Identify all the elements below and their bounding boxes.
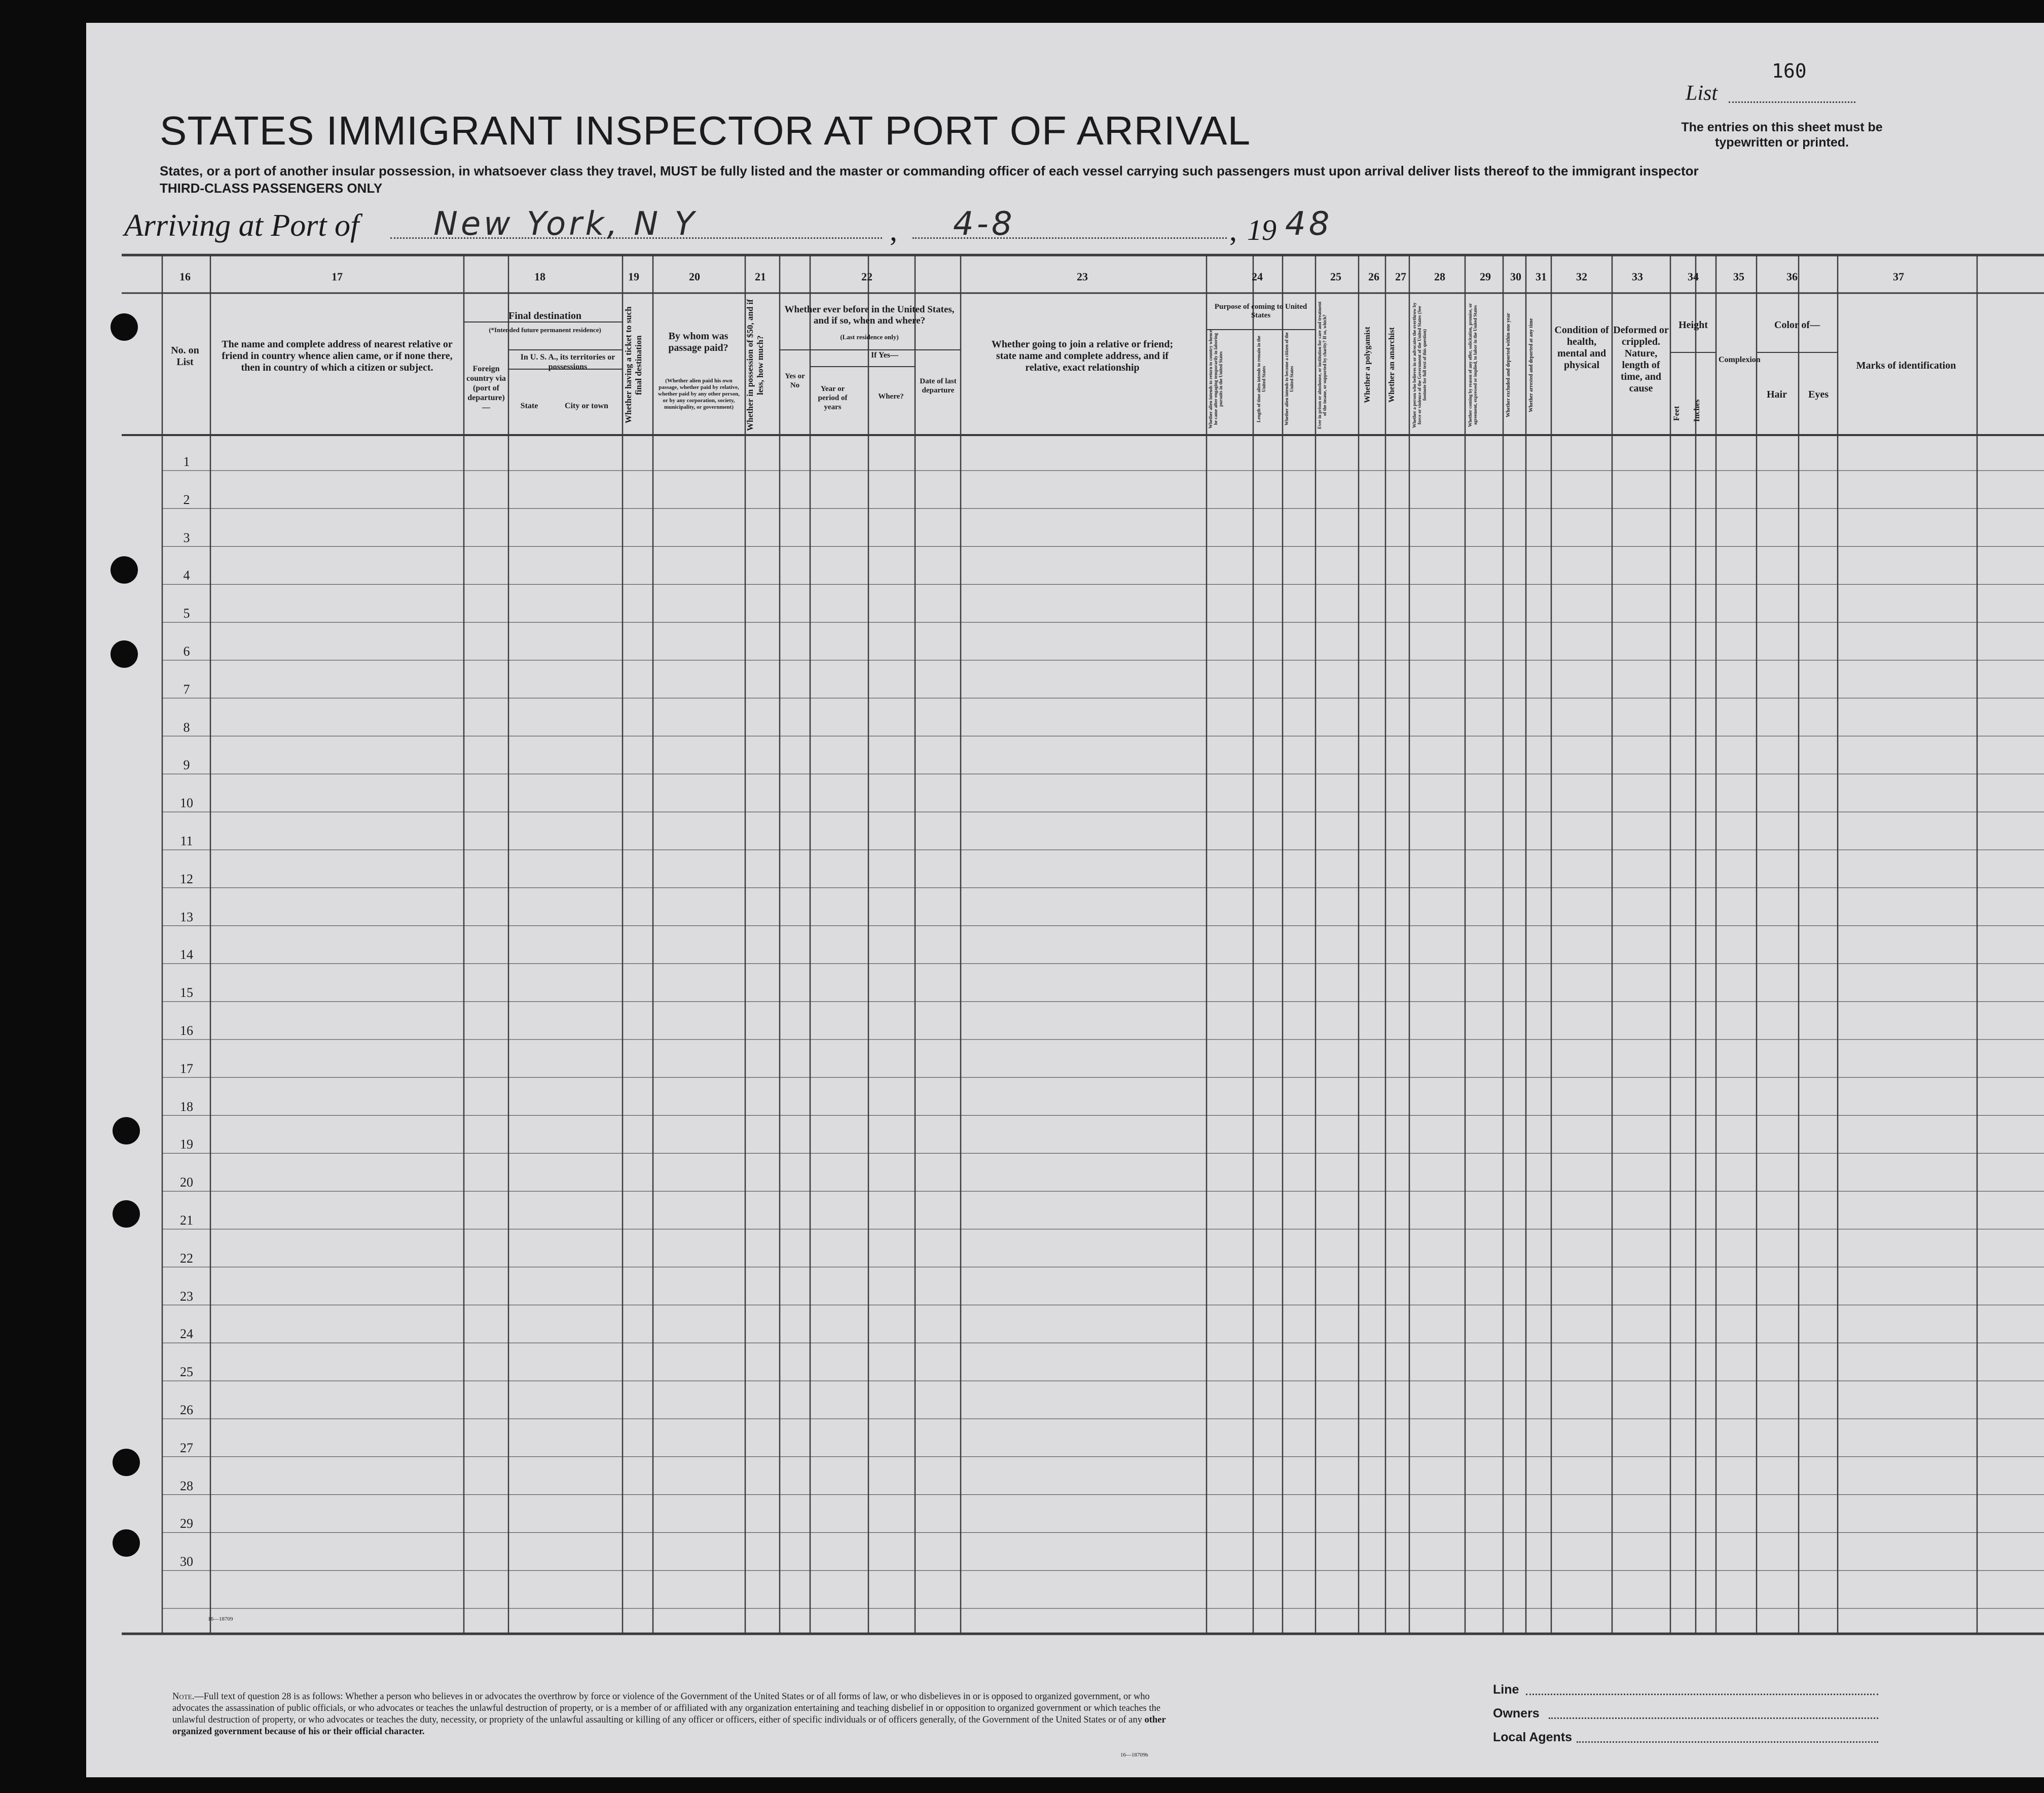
owners-label: Owners (1493, 1706, 1540, 1720)
col-num: 18 (534, 270, 545, 283)
header-citizen-intent: Whether alien intends to become a citizen of the United States (1284, 332, 1294, 426)
header-city: City or town (565, 402, 608, 410)
row-number: 4 (183, 568, 190, 583)
row-number: 19 (180, 1137, 193, 1152)
row-number: 23 (180, 1288, 193, 1304)
row-number: 30 (180, 1554, 193, 1569)
header-passage-note: (Whether alien paid his own passage, whether paid by relative, whether paid by any other person, or by any corporation, society, municipality, or government) (658, 378, 740, 410)
header-purpose: Purpose of coming to United States (1214, 303, 1307, 319)
col-num: 25 (1330, 270, 1341, 283)
col-num: 29 (1480, 270, 1491, 283)
col-num: 32 (1576, 270, 1587, 283)
header-final-destination-note: (*Intended future permanent residence) (489, 326, 601, 334)
header-last-residence: (Last residence only) (840, 333, 899, 341)
col-num: 33 (1632, 270, 1643, 283)
line-field (1526, 1694, 1878, 1695)
header-if-yes: If Yes— (870, 351, 899, 360)
local-agents-field (1577, 1741, 1878, 1743)
line-label: Line (1493, 1682, 1519, 1697)
col-num: 34 (1688, 270, 1699, 283)
row-number: 25 (180, 1365, 193, 1380)
comma: , (1229, 213, 1237, 247)
col-num: 23 (1077, 270, 1088, 283)
passenger-class: THIRD-CLASS PASSENGERS ONLY (160, 181, 383, 196)
header-state: State (520, 402, 538, 410)
header-passage-paid: By whom was passage paid? (668, 331, 728, 353)
row-number: 28 (180, 1478, 193, 1493)
header-eyes: Eyes (1808, 389, 1829, 400)
header-arrested: Whether arrested and deported at any time (1528, 318, 1534, 412)
col-num: 30 (1510, 270, 1521, 283)
owners-field (1549, 1717, 1878, 1719)
row-number: 26 (180, 1403, 193, 1417)
header-feet: Feet (1672, 406, 1681, 421)
row-number: 1 (183, 454, 190, 469)
col-num: 20 (689, 270, 700, 283)
form-code: 16—18709 (208, 1616, 233, 1622)
header-return-intent: Whether alien intends to return to country whence he came after engaging temporarily in laboring pursuits in the United States (1208, 330, 1223, 428)
header-length-of-stay: Length of time alien intends to remain in the United States (1256, 336, 1266, 422)
col-num: 31 (1536, 270, 1547, 283)
header-where: Where? (878, 392, 904, 401)
row-number: 17 (180, 1061, 193, 1076)
footnote-text: —Full text of question 28 is as follows: Whether a person who believes in or advocates the overthrow by force or violence of the Government of the United States or of all forms of law, or who disbelieves in or is opposed to organized government, or who advocates the assassination of public officials, or who advocates or teaches the unlawful destruction of property, or is a member of or affiliated with any organization entertaining and teaching disbelief in or opposition to organized government or which teaches the unlawful destruction of property, or who advocates or teaches the duty, necessity, or propriety of the unlawful assaulting or killing of any officer or officers, either of specific individuals or of officers generally, of the Government of the United States or of any (172, 1692, 1161, 1725)
form-code-b: 16—18709b (1120, 1752, 1148, 1758)
footnote (172, 1691, 1186, 1738)
row-number: 24 (180, 1326, 193, 1342)
header-fifty-dollars: Whether in possession of $50, and if less, how much? (745, 299, 765, 431)
row-number: 5 (183, 606, 190, 621)
header-ticket: Whether having a ticket to such final destination (624, 306, 643, 424)
col-num: 19 (628, 270, 639, 283)
date-handwritten: 4-8 (953, 205, 1015, 243)
header-foreign-country: Foreign country via (port of departure)— (466, 365, 506, 412)
col-num: 24 (1252, 270, 1263, 283)
header-yes-or-no: Yes or No (785, 372, 805, 389)
row-number: 22 (180, 1250, 193, 1266)
header-offer-labor: Whether coming by reason of any offer, solicitation, promise, or agreement, expressed or implied, to labor in the United States (1468, 303, 1478, 427)
year-prefix: 19 (1247, 213, 1276, 246)
header-marks: Marks of identification (1856, 360, 1956, 371)
header-deformed: Deformed or crippled. Nature, length of time, and cause (1613, 325, 1669, 394)
col-num: 17 (332, 270, 343, 283)
typed-entries-note: The entries on this sheet must be typewritten or printed. (1681, 120, 1883, 150)
row-number: 12 (180, 871, 193, 886)
col-num: 22 (861, 270, 872, 283)
list-number: 160 (1772, 60, 1807, 82)
header-nearest-relative: The name and complete address of nearest relative or friend in country whence alien came, or if none there, then in country of which a citizen or subject. (222, 339, 453, 373)
col-num: 27 (1395, 270, 1406, 283)
header-color-of: Color of— (1774, 319, 1820, 331)
row-number: 6 (183, 644, 190, 659)
row-number: 15 (180, 985, 193, 1000)
header-year-period: Year or period of years (818, 385, 848, 411)
header-prison-almshouse: Ever in prison or almshouse, or institution for care and treatment of the insane, or supported by charity? If so, which? (1317, 301, 1327, 429)
header-health: Condition of health, mental and physical (1554, 325, 1609, 371)
port-handwritten: New York, N Y (433, 205, 698, 243)
row-number: 18 (180, 1099, 193, 1114)
footnote-bold: other organized government because of his or their official character. (172, 1715, 1166, 1737)
col-num: 36 (1786, 270, 1798, 283)
page-title: STATES IMMIGRANT INSPECTOR AT PORT OF ARRIVAL (160, 108, 1251, 153)
header-anarchist: Whether an anarchist (1388, 327, 1396, 403)
arriving-label: Arriving at Port of (124, 208, 359, 243)
row-number: 20 (180, 1175, 193, 1190)
row-number: 10 (180, 796, 193, 811)
row-number: 11 (180, 834, 193, 848)
row-number: 9 (183, 758, 190, 773)
header-ever-before: Whether ever before in the United States, and if so, when and where? (784, 304, 955, 326)
local-agents-label: Local Agents (1493, 1730, 1573, 1744)
header-overthrow: Whether a person who believes in or advocates the overthrow by force or violence of the Government of the United States (See footnote for full text of this question) (1412, 302, 1427, 428)
header-inches: Inches (1693, 399, 1701, 422)
row-number: 16 (180, 1023, 193, 1038)
row-number: 2 (183, 492, 190, 507)
subtitle-text: States, or a port of another insular possession, in whatsoever class they travel, MUST be fully listed and the master or commanding officer of each vessel carrying such passengers must upon arrival deliver lists thereof to the immigrant inspector (160, 163, 1699, 178)
header-join-relative: Whether going to join a relative or friend; state name and complete address, and if relative, exact relationship (991, 339, 1174, 373)
year-handwritten: 48 (1285, 205, 1333, 243)
row-number: 13 (180, 909, 193, 924)
header-in-usa: In U. S. A., its territories or possessions (520, 353, 615, 371)
row-number: 8 (183, 720, 190, 735)
col-num: 37 (1893, 270, 1904, 283)
list-label: List (1686, 82, 1718, 105)
footnote-label: Note. (172, 1692, 195, 1702)
header-polygamist: Whether a polygamist (1363, 327, 1372, 404)
header-height: Height (1678, 319, 1708, 331)
header-date-departure: Date of last departure (920, 377, 957, 395)
col-num: 16 (179, 270, 191, 283)
row-number: 3 (183, 530, 190, 545)
header-final-destination: Final destination (508, 310, 581, 321)
row-number: 29 (180, 1516, 193, 1531)
comma: , (890, 213, 897, 247)
col-num: 21 (755, 270, 766, 283)
col-num: 28 (1434, 270, 1445, 283)
col-num: 26 (1368, 270, 1379, 283)
header-hair: Hair (1767, 389, 1787, 400)
row-number: 14 (180, 947, 193, 962)
row-number: 27 (180, 1440, 193, 1455)
col-num: 35 (1733, 270, 1744, 283)
header-complexion: Complexion (1719, 355, 1761, 364)
row-number: 7 (183, 682, 190, 697)
header-no-on-list: No. on List (171, 345, 199, 368)
header-excluded: Whether excluded and deported within one year (1506, 313, 1511, 417)
row-number: 21 (180, 1213, 193, 1228)
